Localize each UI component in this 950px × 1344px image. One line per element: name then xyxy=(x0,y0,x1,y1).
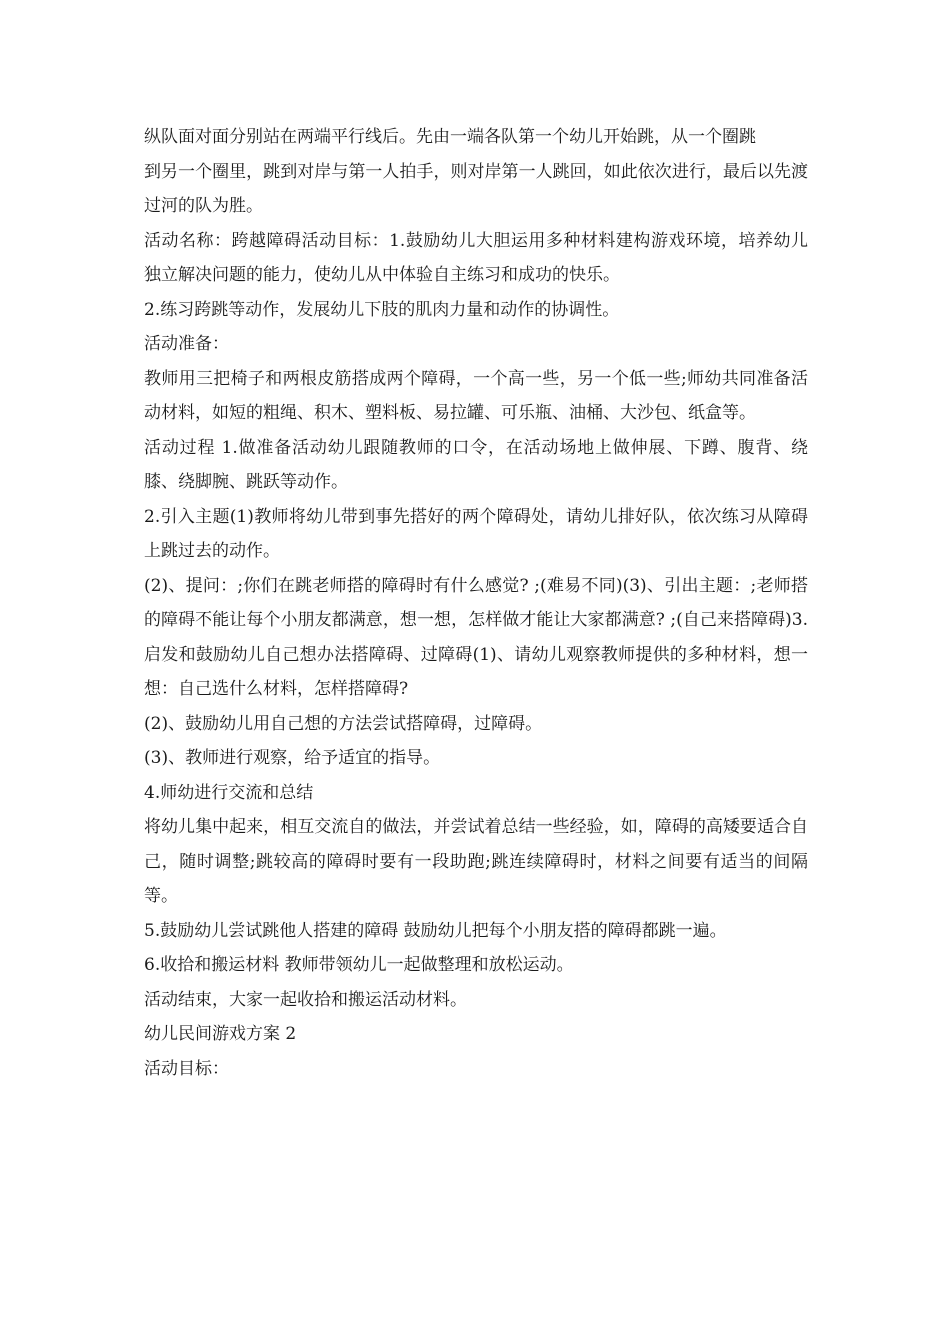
paragraph-17: 幼儿民间游戏方案 2 xyxy=(144,1024,297,1044)
paragraph-15: 6.收拾和搬运材料 教师带领幼儿一起做整理和放松运动。 xyxy=(144,955,574,975)
paragraph-1: 纵队面对面分别站在两端平行线后。先由一端各队第一个幼儿开始跳，从一个圈跳 xyxy=(144,127,756,147)
paragraph-10: (2)、鼓励幼儿用自己想的方法尝试搭障碍，过障碍。 xyxy=(144,713,543,734)
paragraph-8: 2.引入主题(1)教师将幼儿带到事先搭好的两个障碍处，请幼儿排好队，依次练习从障碍上跳过去的动作。 xyxy=(144,506,808,561)
paragraph-3: 活动名称：跨越障碍活动目标：1.鼓励幼儿大胆运用多种材料建构游戏环境，培养幼儿 独立解决问题的能力，使幼儿从中体验自主练习和成功的快乐。 xyxy=(144,230,808,285)
paragraph-4: 2.练习跨跳等动作，发展幼儿下肢的肌肉力量和动作的协调性。 xyxy=(144,299,620,320)
paragraph-5: 活动准备： xyxy=(144,334,229,354)
paragraph-2: 到另一个圈里，跳到对岸与第一人拍手，则对岸第一人跳回，如此依次进行，最后以先渡过河的队为胜。 xyxy=(144,161,808,216)
paragraph-6: 教师用三把椅子和两根皮筋搭成两个障碍，一个高一些，另一个低一些;师幼共同准备活动材料，如短的粗绳、积木、塑料板、易拉罐、可乐瓶、油桶、大沙包、纸盒等。 xyxy=(144,368,808,423)
paragraph-13: 将幼儿集中起来，相互交流自的做法，并尝试着总结一些经验，如，障碍的高矮要适合自己，随时调整;跳较高的障碍时要有一段助跑;跳连续障碍时，材料之间要有适当的间隔等。 xyxy=(144,817,808,906)
document-body xyxy=(144,120,808,1086)
paragraph-9: (2)、提问：;你们在跳老师搭的障碍时有什么感觉? ;(难易不同)(3)、引出主题：;老师搭的障碍不能让每个小朋友都满意，想一想，怎样做才能让大家都满意? ;(自己来搭障碍)3.启发和鼓励幼儿自己想办法搭障碍、过障碍(1)、请幼儿观察教师提供的多种材料，想一想：自己选什么材料，怎样搭障碍? xyxy=(144,575,808,699)
paragraph-16: 活动结束，大家一起收拾和搬运活动材料。 xyxy=(144,989,467,1010)
paragraph-11: (3)、教师进行观察，给予适宜的指导。 xyxy=(144,748,441,768)
paragraph-12: 4.师幼进行交流和总结 xyxy=(144,782,314,803)
paragraph-7: 活动过程 1.做准备活动幼儿跟随教师的口令，在活动场地上做伸展、下蹲、腹背、绕膝、绕脚腕、跳跃等动作。 xyxy=(144,437,808,492)
paragraph-14: 5.鼓励幼儿尝试跳他人搭建的障碍 鼓励幼儿把每个小朋友搭的障碍都跳一遍。 xyxy=(144,920,727,941)
paragraph-18: 活动目标： xyxy=(144,1058,229,1079)
